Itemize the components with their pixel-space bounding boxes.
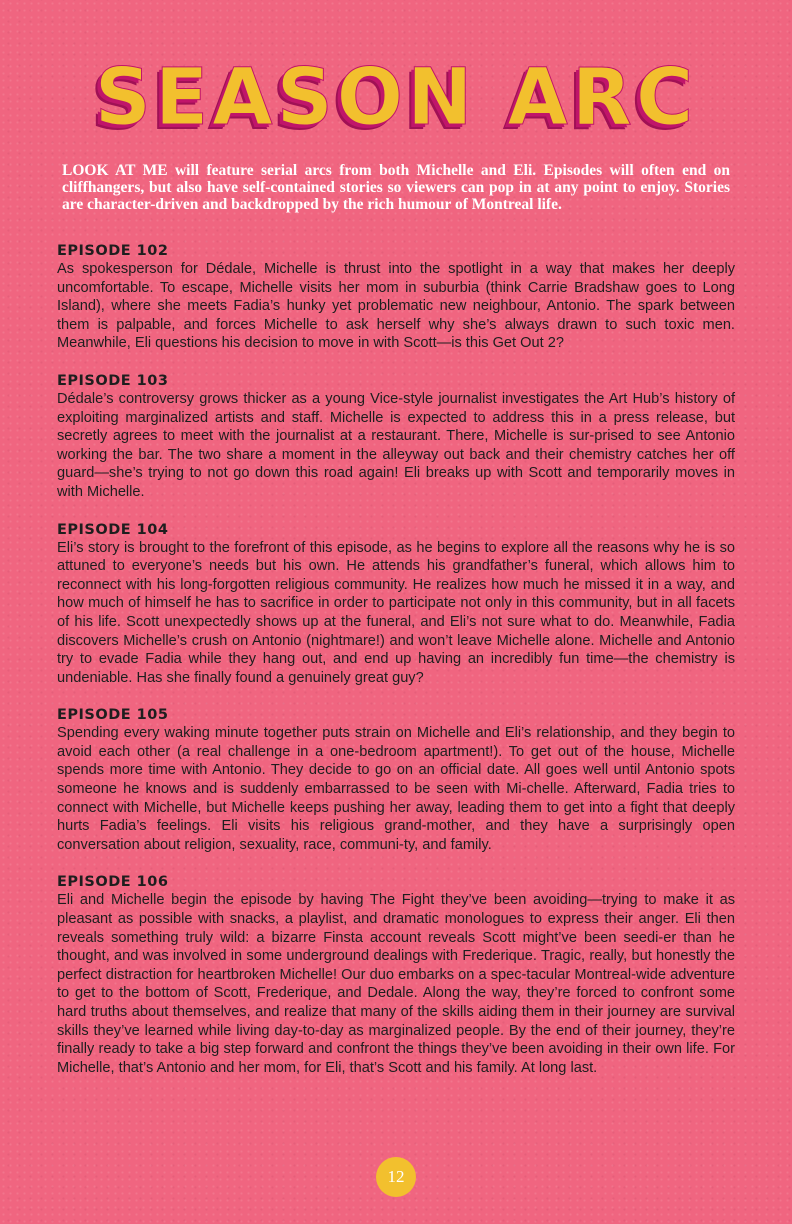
episode-synopsis: Eli’s story is brought to the forefront of this episode, as he begins to explore all the reasons why he is so attuned to everyone’s needs but his own. He attends his grandfather’s funeral, which allows him to reconnect with his long-forgotten religious community. He realizes how much he missed it in a way, and how much of himself he has to sacrifice in order to participate not only in this community, but in all facets of his life. Scott unexpectedly shows up at the funeral, and Eli’s not sure what to do. Meanwhile, Fadia discovers Michelle’s crush on Antonio (nightmare!) and won’t leave Michelle alone. Michelle and Antonio try to evade Fadia while they hang out, and end up having an incredibly fun time—the chemistry is undeniable. Has she finally found a genuinely great guy? (57, 539, 735, 686)
episode-title: EPISODE 103 (57, 372, 169, 389)
episode-title: EPISODE 104 (57, 521, 169, 538)
episode-synopsis: As spokesperson for Dédale, Michelle is thrust into the spotlight in a way that makes her deeply uncomfortable. To escape, Michelle visits her mom in suburbia (think Carrie Bradshaw goes to Long Island), where she meets Fadia’s hunky yet problematic new neighbour, Antonio. The spark between them is palpable, and forces Michelle to ask herself why she’s always drawn to such toxic men. Meanwhile, Eli questions his decision to move in with Scott—is this Get Out 2? (57, 261, 735, 352)
page-title: SEASON ARC (94, 53, 698, 143)
episode-title: EPISODE 102 (57, 243, 169, 259)
episode-103 (57, 372, 735, 502)
page-number-badge: 12 (376, 1157, 416, 1197)
episode-synopsis: Dédale’s controversy grows thicker as a young Vice-style journalist investigates the Art Hub’s history of exploiting marginalized artists and staff. Michelle is expected to address this in a press release, but secretly agrees to meet with the journalist at a restaurant. There, Michelle is sur-prised to see Antonio working the bar. The two share a moment in the alleyway out back and their chemistry catches her off guard—she’s trying to not go down this road again! Eli breaks up with Scott and temporarily moves in with Michelle. (57, 390, 735, 500)
intro-paragraph: LOOK AT ME will feature serial arcs from both Michelle and Eli. Episodes will often end on cliffhangers, but also have self-contained stories so viewers can pop in at any point to enjoy. Stories are character-driven and backdropped by the rich humour of Montreal life. (62, 162, 730, 213)
episode-synopsis: Spending every waking minute together puts strain on Michelle and Eli’s relationship, and they begin to avoid each other (a real challenge in a one-bedroom apartment!). To get out of the house, Michelle spends more time with Antonio. They decide to go on an official date. All goes well until Antonio spots someone he knows and is suddenly embarrassed to be seen with Mi-chelle. Afterward, Fadia tries to connect with Michelle, but Michelle keeps pushing her away, leading them to get into a fight that deeply hurts Fadia’s feelings. Eli visits his religious grand-mother, and they have a surprisingly open conversation about religion, sexuality, race, communi-ty, and family. (57, 725, 735, 853)
episode-105 (57, 706, 735, 854)
episode-106 (57, 873, 735, 1077)
episode-synopsis: Eli and Michelle begin the episode by having The Fight they’ve been avoiding—trying to make it as pleasant as possible with snacks, a playlist, and dramatic monologues to express their anger. Eli then reveals something truly wild: a bizarre Finsta account reveals Scott might’ve been seedi-er than he thought, and was involved in some underground dealings with Frederique. Tragic, really, but honestly the perfect distraction for heartbroken Michelle! Our duo embarks on a spec-tacular Montreal-wide adventure to get to the bottom of Scott, Frederique, and Dedale. Along the way, they’re forced to confront some hard truths about themselves, and realize that many of the skills aiding them in their journey are survival skills they’ve learned while living day-to-day as marginalized people. By the end of their journey, they’re finally ready to take a big step forward and confront the things they’ve been avoiding in their own life. For Michelle, that’s Antonio and her mom, for Eli, that’s Scott and his family. At long last. (57, 892, 735, 1076)
episode-title: EPISODE 105 (57, 707, 169, 724)
episode-title: EPISODE 106 (57, 874, 169, 891)
episode-102 (57, 242, 735, 353)
episode-104 (57, 521, 735, 688)
episode-list (57, 242, 735, 1096)
